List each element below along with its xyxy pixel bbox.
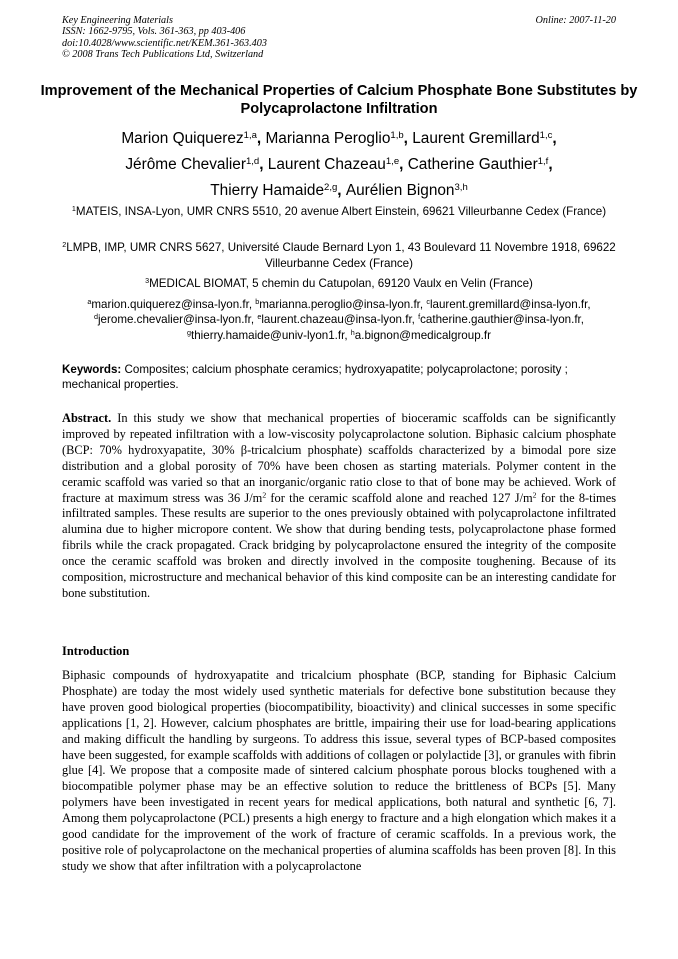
email-link[interactable]: marion.quiquerez@insa-lyon.fr	[91, 298, 249, 311]
abstract-text: In this study we show that mechanical properties of bioceramic scaffolds can be significantly improved by repeated infiltration with a low-viscosity polycaprolactone solution. Biphasic calcium phosphate (BCP: 70% hydroxyapatite, 30% β-tricalcium phosphate) scaffolds characterized by a bimodal pore size distribution and a global porosity of 70% have been chosen as starting materials. Polymer content in the ceramic scaffold was varied so that an inorganic/organic ratio close to that of bone may be achieved. Work of fracture at maximum stress was 36 J/m	[62, 411, 616, 505]
author-name: Marion Quiquerez	[121, 130, 244, 147]
email-sup: f	[418, 312, 421, 322]
email-sup: a	[87, 297, 92, 307]
email-sup: b	[255, 297, 260, 307]
author-sup: 1,d	[245, 155, 260, 167]
affiliation-text: MEDICAL BIOMAT, 5 chemin du Catupolan, 69120 Vaulx en Velin (France)	[149, 277, 533, 290]
affiliation	[62, 240, 616, 271]
issn-line: ISSN: 1662-9795, Vols. 361-363, pp 403-406	[62, 26, 246, 38]
email-sup: d	[93, 312, 98, 322]
author-name: Thierry Hamaide	[210, 182, 325, 199]
abstract-label: Abstract.	[62, 411, 112, 425]
email-link[interactable]: laurent.gremillard@insa-lyon.fr	[429, 298, 588, 311]
affiliation-sup: 3	[145, 276, 150, 286]
email-link[interactable]: catherine.gauthier@insa-lyon.fr	[420, 313, 581, 327]
email-sup: e	[257, 312, 262, 322]
affiliation-sup: 1	[71, 204, 76, 214]
email-list	[62, 297, 616, 343]
author-name: Aurélien Bignon	[345, 182, 455, 199]
running-header	[62, 15, 616, 61]
online-date: Online: 2007-11-20	[535, 15, 616, 26]
author-name: Laurent Chazeau	[267, 156, 386, 173]
author-sup: 1,a	[243, 129, 257, 141]
author-line: Jérôme Chevalier$^{1,d}$, Laurent Chazeau$^{1,e}$, Catherine Gauthier$^{1,f}$,	[125, 155, 553, 173]
author-name: Jérôme Chevalier	[125, 156, 246, 173]
author-sup: 1,c	[539, 129, 553, 141]
author-name: Catherine Gauthier	[407, 156, 538, 173]
email-line: $^g$thierry.hamaide@univ-lyon1.fr, $^h$a.bignon@medicalgroup.fr	[187, 327, 491, 342]
email-link[interactable]: thierry.hamaide@univ-lyon1.fr	[191, 328, 345, 342]
author-name: Marianna Peroglio	[265, 130, 391, 147]
paper-title: Improvement of the Mechanical Properties of Calcium Phosphate Bone Substitutes by Polycaprolactone Infiltration	[40, 83, 638, 117]
email-sup: h	[350, 327, 355, 337]
journal-info	[62, 15, 616, 61]
keywords-text: Composites; calcium phosphate ceramics; hydroxyapatite; polycaprolactone; porosity ; mechanical properties.	[62, 363, 568, 392]
abstract-paragraph	[62, 411, 616, 602]
author-sup: 1,b	[390, 129, 404, 141]
email-link[interactable]: a.bignon@medicalgroup.fr	[354, 328, 491, 342]
abstract-sup: 2	[262, 489, 267, 499]
copyright-line: © 2008 Trans Tech Publications Ltd, Switzerland	[62, 49, 264, 61]
email-line: $^d$jerome.chevalier@insa-lyon.fr, $^e$laurent.chazeau@insa-lyon.fr, $^f$catherine.gauthier@insa-lyon.fr,	[93, 312, 585, 327]
affiliation-text: LMPB, IMP, UMR CNRS 5627, Université Claude Bernard Lyon 1, 43 Boulevard 11 Novembre 1918, 69622 Villeurbanne Cedex (France)	[66, 241, 616, 270]
affiliation	[62, 204, 616, 220]
abstract-text: for the ceramic scaffold alone and reached 127 J/m	[266, 490, 533, 505]
keywords-label: Keywords:	[62, 363, 122, 376]
email-sup: g	[187, 327, 192, 337]
affiliation-text: MATEIS, INSA-Lyon, UMR CNRS 5510, 20 avenue Albert Einstein, 69621 Villeurbanne Cedex (France)	[75, 205, 607, 218]
keywords	[62, 362, 616, 392]
author-list	[40, 126, 638, 204]
email-link[interactable]: jerome.chevalier@insa-lyon.fr	[97, 313, 251, 327]
author-line: Marion Quiquerez$^{1,a}$, Marianna Peroglio$^{1,b}$, Laurent Gremillard$^{1,c}$,	[121, 129, 557, 147]
author-line: Thierry Hamaide$^{2,g}$, Aurélien Bignon$^{3,h}$	[210, 181, 468, 199]
author-sup: 1,e	[385, 155, 400, 167]
author-sup: 1,f	[537, 155, 549, 167]
email-line: $^a$marion.quiquerez@insa-lyon.fr, $^b$marianna.peroglio@insa-lyon.fr, $^c$laurent.gremillard@insa-lyon.fr,	[87, 297, 591, 311]
journal-name: Key Engineering Materials	[62, 15, 173, 26]
author-sup: 3,h	[454, 181, 468, 193]
section-heading-introduction: Introduction	[62, 644, 130, 658]
affiliation	[62, 276, 616, 292]
email-link[interactable]: marianna.peroglio@insa-lyon.fr	[259, 298, 420, 311]
abstract-sup: 2	[532, 489, 537, 499]
email-link[interactable]: laurent.chazeau@insa-lyon.fr	[261, 313, 412, 327]
author-sup: 2,g	[324, 181, 338, 193]
abstract-text: for the 8-times infiltrated samples. These results are superior to the ones previously obtained with polycaprolactone infiltrated alumina due to higher micropore content. We show that during bending tests, polycaprolactone phase formed fibrils while the crack propagated. Crack bridging by polycaprolactone ensured the integrity of the composite once the ceramic scaffold was broken and directly involved in the composite toughening. Because of its composition, microstructure and mechanical behavior of this kind composite can be an interesting candidate for bone substitution.	[62, 490, 617, 600]
affiliation-sup: 2	[62, 240, 67, 250]
introduction-paragraph: Biphasic compounds of hydroxyapatite and tricalcium phosphate (BCP, standing for Biphasic Calcium Phosphate) are today the most widely used synthetic materials for defective bone substitution because they have proven good biological properties (biocompatibility, bioactivity) and clinical successes in some specific applications [1, 2]. However, calcium phosphates are brittle, impairing their use for load-bearing applications and making difficult the handling by surgeons. To address this issue, several types of BCP-based composites have been suggested, for example scaffolds with additions of collagen or polylactide [3], or granules with fibrin glue [4]. We propose that a composite made of sintered calcium phosphate porous blocks toughened with a biocompatible polymer phase may be an effective solution to reduce the brittleness of BCPs [5]. Many polymers have been investigated in recent years for medical applications, both natural and synthetic [6, 7]. Among them polycaprolactone (PCL) presents a high energy to fracture and a high elongation which makes it a good candidate for the improvement of the work of fracture of ceramic scaffolds. In a previous work, the positive role of polycaprolactone on the mechanical properties of alumina scaffolds has been proven [8]. In this study we show that after infiltration with a polycaprolactone	[62, 668, 616, 873]
author-name: Laurent Gremillard	[412, 130, 540, 147]
introduction-body	[62, 668, 616, 875]
email-sup: c	[426, 297, 430, 307]
abstract	[62, 411, 616, 602]
doi-line: doi:10.4028/www.scientific.net/KEM.361-363.403	[62, 37, 267, 49]
